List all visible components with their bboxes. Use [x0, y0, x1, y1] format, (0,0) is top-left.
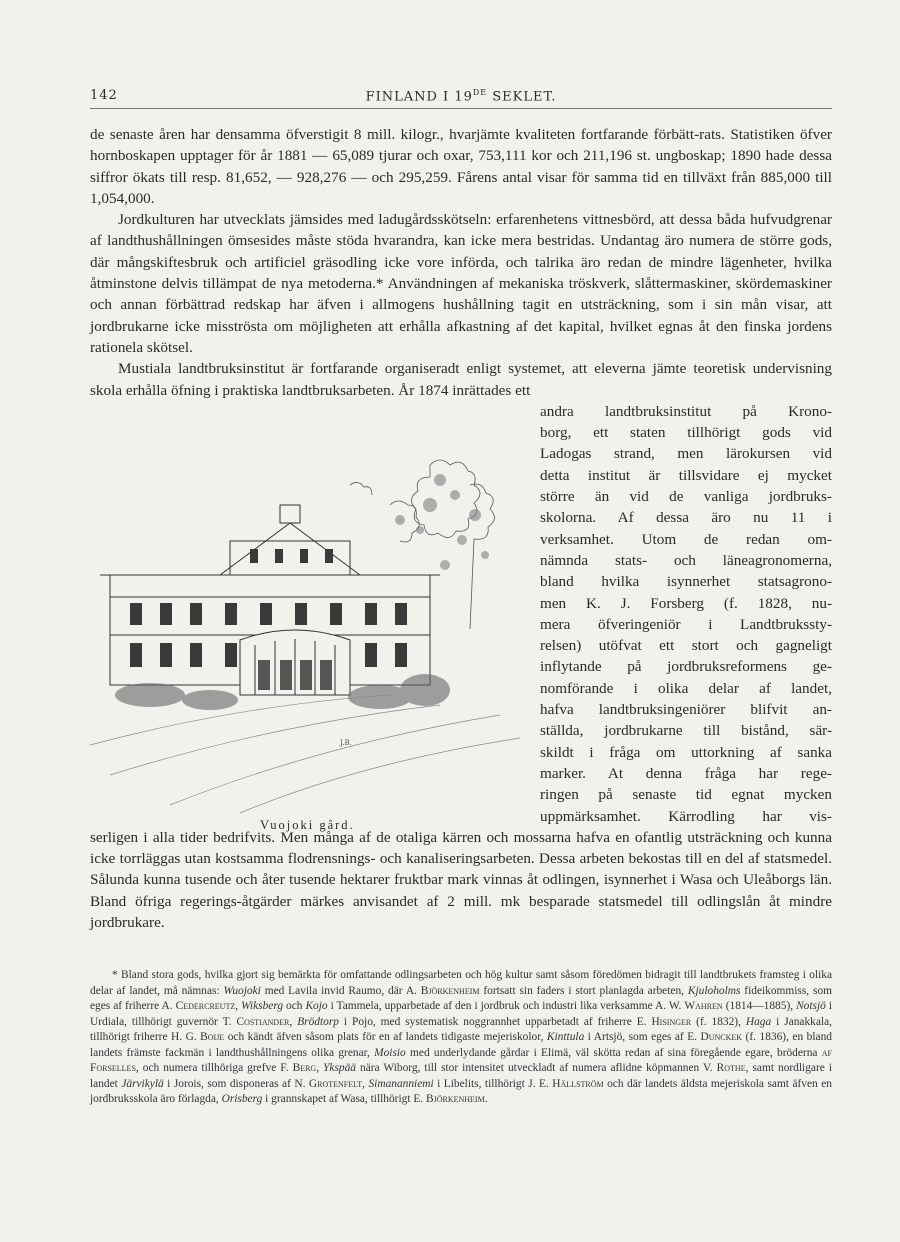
place-name: Wiksberg	[241, 1000, 284, 1012]
footnote-run: fideikommiss, som eges af friherre A.	[90, 984, 833, 1012]
column-line: inflytande på jordbruksreformens ge-	[540, 658, 832, 676]
footnote-run: i Janakkala, tillhörigt friherre H. G.	[90, 1015, 832, 1043]
column-line: större än vid de vanliga jordbruks-	[540, 488, 832, 506]
footnote-run: (f. 1836), en bland landets främste fackmän i landthushållningens olika grenar,	[90, 1031, 832, 1059]
person-name: Boije	[200, 1031, 225, 1043]
footnote-run: ,	[362, 1077, 369, 1090]
footnote-run: i Tammela, upparbetade af den i jordbruk och industri lika verksamme A. W.	[327, 1000, 685, 1012]
person-name: Björkenheim	[426, 1093, 485, 1105]
column-line: bland hvilka isynnerhet statsagrono-	[540, 573, 832, 591]
place-name: Notsjö	[796, 1000, 826, 1012]
footnote-run: i Pojo, med systematisk noggrannhet upparbetadt af friherre E.	[338, 1015, 652, 1028]
footnote-run: fortsatt sin faders i stort planlagda arbeten,	[479, 984, 688, 997]
vuojoki-manor-drawing	[90, 445, 530, 815]
footnote-run: , samt nordligare i landet	[90, 1062, 832, 1090]
paragraph: de senaste åren har densamma öfverstigit 8 mill. kilogr., hvarjämte kvaliteten fortfarande förbätt-rats. Statistiken öfver hornboskapen upptager för år 1881 — 65,089 tjurar och oxar, 753,111 kor och 211,196 st. ungboskap; 1890 hade dessa siffror ökats till resp. 81,652, — 928,276 — och 295,259. Fårens antal visar för samma tid en tillväxt från 885,000 till 1,054,000.	[90, 126, 832, 207]
footnote-run: ,	[235, 1000, 242, 1012]
person-name: Wahren	[684, 1000, 723, 1012]
place-name: Kjuloholms	[687, 984, 741, 997]
running-header	[90, 86, 832, 109]
place-name: Kinttula	[546, 1031, 585, 1043]
column-line: borg, ett staten tillhörigt gods vid	[540, 424, 832, 442]
footnote-run: Bland stora gods, hvilka gjort sig bemärkta för omfattande odlingsarbeten och hög kultur samt såsom föredömen bidragit till landtbrukets framsteg i olika delar af landet, må nämnas:	[90, 969, 832, 997]
page-number: 142	[90, 88, 118, 103]
column-line: ringen på senaste tid egnat mycken	[540, 786, 832, 804]
column-line: marker. At denna fråga har rege-	[540, 764, 832, 782]
footnote-run: med underlydande gårdar i Elimä, väl skötta redan af sina föregående egare, bröderna	[405, 1046, 822, 1059]
paragraph: serligen i alla tider bedrifvits. Men många af de otaliga kärren och mossarna hafva en ofantlig utsträckning och kunna icke torrläggas utan kostsamma flodrensnings- och kanaliseringsarbeten. Dessa arbeten bekostas till en del af statsmedel. Sålunda kunna tusende och åter tusende hektarer fruktbar mark vinnas åt odlingen, isynnerhet i Wasa och Uleåborgs län. Bland öfriga regerings-åtgärder märkes anvisandet af 2 mill. mk besparade statsmedel till odlingslån åt mindre jordbrukare.	[90, 828, 832, 931]
footnote-run: i Artsjö, som eges af E.	[584, 1031, 701, 1043]
footnote-run: ,	[316, 1062, 324, 1074]
footnote-run: i grannskapet af Wasa, tillhörigt E.	[262, 1093, 426, 1105]
footnote-run: i Libelits, tillhörigt J. E.	[433, 1077, 553, 1090]
footnote-run: (1814—1885),	[722, 1000, 797, 1012]
footnote-run: ,	[289, 1015, 298, 1028]
person-name: Rothe	[716, 1062, 746, 1074]
footnote-run: och kändt äfven såsom plats för en af landets tidigaste mejeriskolor,	[224, 1031, 547, 1043]
column-line: detta institut är tillsvidare ej mycket	[540, 466, 832, 484]
footnote-run: (f. 1832),	[691, 1015, 746, 1028]
footnote-marker: *	[112, 969, 122, 981]
person-name: Cedercreutz	[175, 1000, 236, 1012]
person-name: Björkenheim	[420, 984, 480, 997]
column-line: skildt i fråga om uttorkning af sanka	[540, 743, 832, 761]
person-name: Hisinger	[651, 1015, 692, 1028]
footnote-run: och	[283, 1000, 306, 1012]
column-line: andra landtbruksinstitut på Krono-	[540, 402, 832, 420]
footnote-text	[90, 968, 832, 1108]
manor-illustration	[90, 445, 530, 845]
column-line: ställda, jordbrukarne till bistånd, sär-	[540, 722, 832, 740]
figure-caption: Vuojoki gård.	[260, 818, 355, 832]
place-name: Wuojoki	[223, 984, 261, 997]
footnote-run: i Jorois, som disponeras af N.	[163, 1077, 309, 1090]
column-line: uppmärksamhet. Kärrodling har vis-	[540, 807, 832, 825]
footnote-run: .	[484, 1093, 488, 1105]
place-name: Haga	[745, 1015, 772, 1028]
column-line: skolorna. Af dessa äro nu 11 i	[540, 509, 832, 527]
footnote-run: med Lavila invid Raumo, där A.	[260, 984, 421, 997]
footnote-run: i Urdiala, tillhörigt guvernör T.	[90, 1000, 832, 1028]
running-title: FINLAND I 19DE SEKLET.	[365, 88, 557, 105]
person-name: Dunckek	[700, 1031, 743, 1043]
place-name: Järvikylä	[121, 1077, 164, 1090]
paragraph: Mustiala landtbruksinstitut är fortfarande organiseradt enligt systemet, att eleverna jämte teoretisk undervisning skola erhålla öfning i praktiska landtbruksarbeten. År 1874 inrättades ett	[90, 360, 832, 399]
footnote-run: och där landets äldsta mejeriskola samt äfven en jordbruksskola äro förlagda,	[90, 1077, 832, 1105]
person-name: Berg	[292, 1062, 317, 1074]
place-name: Orisberg	[221, 1093, 263, 1105]
place-name: Kojo	[305, 1000, 328, 1012]
column-line: hafva landtbruksingeniörer blifvit an-	[540, 701, 832, 719]
column-line: nämnda stats- och läneagronomerna,	[540, 551, 832, 569]
column-line: Ladogas strand, men lärokursen vid	[540, 445, 832, 463]
place-name: Brödtorp	[297, 1015, 339, 1028]
person-name: Grotenfelt	[308, 1077, 363, 1090]
person-name: Hällström	[552, 1077, 604, 1090]
footnote-run: nära Wiborg, till stor intensitet utveckladt af numera aflidne köpmannen V.	[355, 1062, 717, 1074]
column-line: relsen) utöfvat ett stort och gagneligt	[540, 637, 832, 655]
column-line: men K. J. Forsberg (f. 1828, nu-	[540, 594, 832, 612]
column-line: nomförande i olika delar af landet,	[540, 679, 832, 697]
footnote	[90, 968, 832, 1108]
person-name: af Forselles	[90, 1046, 832, 1074]
column-beside-figure	[540, 401, 832, 827]
place-name: Moisio	[374, 1046, 406, 1059]
paragraph: Jordkulturen har utvecklats jämsides med ladugårdsskötseln: erfarenhetens vittnesbörd, att dessa båda hufvudgrenar af landthushållningen ömsesides måste stöda hvarandra, kan icke mera bestridas. Undantag äro numera de större gods, där mångskiftesbruk och artificiel gräsodling icke vore införda, och talrika äro redan de mindre lägenheter, hvilka åtminstone delvis tillämpat de nya metoderna.* Användningen af mekaniska tröskverk, slåttermaskiner, skördemaskiner och annan förbättrad redskap har äfven i allmogens hushållning tagit en utsträckning, som i sin mån visar, att jordbrukarne icke misströsta om möjligheten att erhålla afkastning af det kapital, hvilket egnas åt den finska jordens rationela skötsel.	[90, 211, 832, 356]
column-line: mera öfveringeniör i Landtbrukssty-	[540, 615, 832, 633]
person-name: Costiander	[236, 1015, 290, 1028]
artist-signature: J.B.	[340, 739, 352, 747]
place-name: Ykspää	[323, 1062, 356, 1074]
column-line: verksamhet. Utom de redan om-	[540, 530, 832, 548]
footnote-run: , och numera tillhöriga grefve F.	[135, 1062, 293, 1074]
place-name: Simananniemi	[368, 1077, 434, 1090]
